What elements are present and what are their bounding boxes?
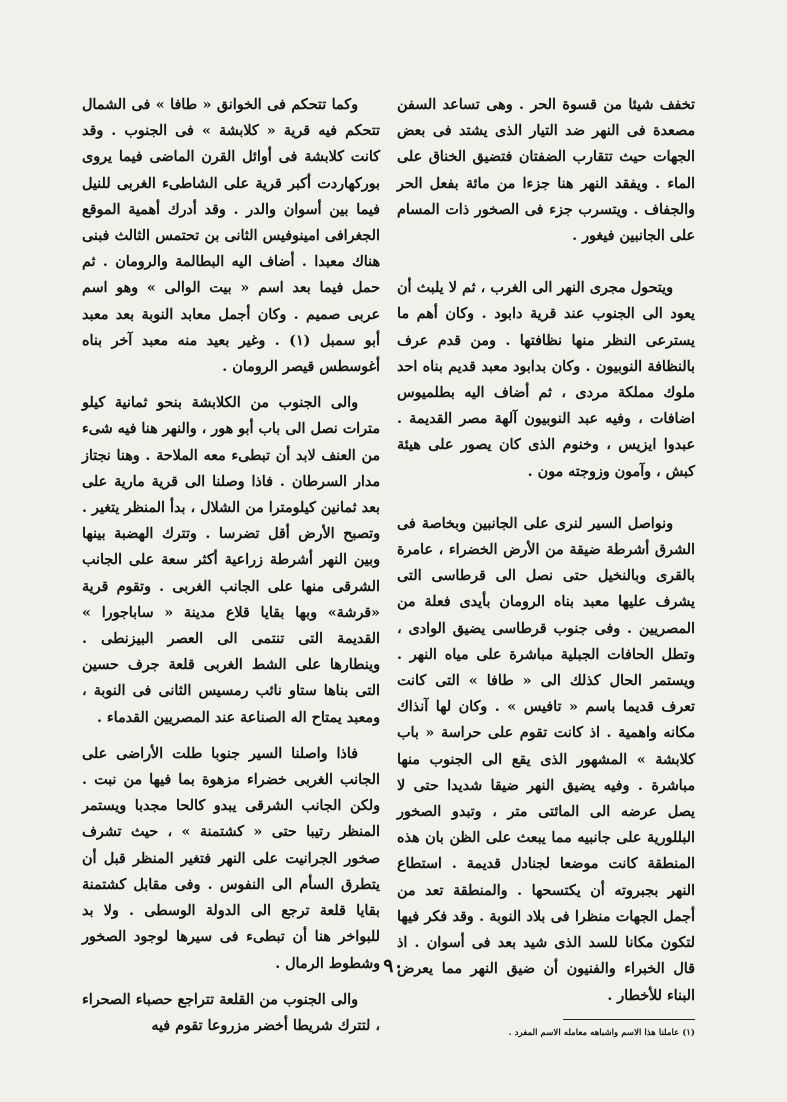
right-paragraph-1: تخفف شيئا من قسوة الحر . وهى تساعد السفن مصعدة فى النهر ضد التيار الذى يشتد فى بعض الجهات حيث تتقارب الضفتان فتضيق الخناق على الماء . ويفقد النهر هنا جزءا من مائة بفعل الحر والجفاف . ويتسرب جزء فى الصخور ذات المسام على الجانبين فيغور . (397, 97, 695, 245)
footnote-divider (563, 1019, 695, 1020)
right-column (397, 92, 695, 1040)
right-paragraph-3: ونواصل السير لنرى على الجانبين وبخاصة فى الشرق أشرطة ضيقة من الأرض الخضراء ، عامرة بالقرى وبالنخيل حتى نصل الى قرطاسى التى يشرف عليها معبد بناه الرومان بأيدى فعلة من المصريين . وفى جنوب قرطاسى يضيق الوادى ، وتطل الحافات الجبلية مباشرة على مياه النهر . ويستمر الحال كذلك الى « طافا » التى كانت تعرف قديما باسم « تافيس » . وكان لها آنذاك مكانه واهمية . اذ كانت تقوم على حراسة « باب كلابشة » المشهور الذى يقع الى الجنوب منها مباشرة . وفيه يضيق النهر ضيقا شديدا حتى لا يصل عرضه الى المائتى متر ، وتبدو الصخور البللورية على جانبيه مما يبعث على الظن بان هذه المنطقة كانت موضعا لجنادل قديمة . استطاع النهر بجبروته أن يكتسحها . والمنطقة تعد من أجمل الجهات منظرا فى بلاد النوبة . وقد فكر فيها لتكون مكانا للسد الذى شيد بعد فى أسوان . اذ قال الخبراء والفنيون أن ضيق النهر مما يعرض البناء للأخطار . (397, 515, 695, 1004)
left-paragraph-2: والى الجنوب من الكلابشة بنحو ثمانية كيلو مترات نصل الى باب أبو هور ، والنهر هنا فيه شىء من العنف لابد أن تبطىء معه الملاحة . وهنا نجتاز مدار السرطان . فاذا وصلنا الى قرية مارية على بعد ثمانين كيلومترا من الشلال ، بدأ المنظر يتغير . وتصبح الأرض أقل تضرسا . وتترك الهضبة بينها وبين النهر أشرطة زراعية أكثر سعة على الجانب الشرقى منها على الجانب الغربى . وتقوم قرية «قرشة» وبها بقايا قلاع مدينة « ساباجورا » القديمة التى تنتمى الى العصر البيزنطى . وينطارها على الشط الغربى قلعة جرف حسين التى بناها ستاو نائب رمسيس الثانى فى النوبة ، ومعبد يمتاح اله الصناعة عند المصريين القدماء . (82, 395, 380, 726)
page-number: ٩٠ (383, 955, 404, 977)
left-column (82, 92, 380, 1049)
left-paragraph-4: والى الجنوب من القلعة تتراجع حصباء الصحراء ، لتترك شريطا أخضر مزروعا تقوم فيه (82, 991, 380, 1034)
footnote: (١) عاملنا هذا الاسم واشباهه معامله الاسم المفرد . (508, 1027, 695, 1038)
left-paragraph-1: وكما تتحكم فى الخوانق « طافا » فى الشمال تتحكم فيه قرية « كلابشة » فى الجنوب . وقد كانت كلابشة فى أوائل القرن الماضى فيما يروى بوركهاردت أكبر قرية على الشاطىء الغربى للنيل فيما بين أسوان والدر . وقد أدرك أهمية الموقع الجغرافى امينوفيس الثانى بن تحتمس الثالث فبنى هناك معبدا . أضاف اليه البطالمة والرومان . ثم حمل فيما بعد اسم « بيت الوالى » وهو اسم عربى صميم . وكان أجمل معابد النوبة بعد معبد أبو سمبل (١) . وغير بعيد منه معبد آخر بناه أغوسطس قيصر الرومان . (82, 97, 380, 376)
left-paragraph-3: فاذا واصلنا السير جنوبا طلت الأراضى على الجانب الغربى خضراء مزهوة بما فيها من نبت . ولكن الجانب الشرقى يبدو كالحا مجدبا ويستمر المنظر رتيبا حتى « كشتمنة » ، حيث تشرف صخور الجرانيت على النهر فتغير المنظر قبل أن يتطرق السأم الى النفوس . وفى مقابل كشتمنة بقايا قلعة ترجع الى الدولة الوسطى . ولا بد للبواخر هنا أن تبطىء فى سيرها لوجود الصخور وشطوط الرمال . (82, 745, 380, 972)
text-columns (82, 92, 695, 1049)
right-paragraph-2: ويتحول مجرى النهر الى الغرب ، ثم لا يلبث أن يعود الى الجنوب عند قرية دابود . وكان أهم ما يسترعى النظر منها نظافتها . ومن قدم عرف بالنظافة النوبيون . وكان بدابود معبد قديم بناه احد ملوك مملكة مردى ، ثم أضاف اليه بطلميوس اضافات ، وفيه عبد النوبيون آلهة مصر القديمة . عبدوا ايزيس ، وخنوم الذى كان يصور على هيئة كبش ، وآمون وزوجته مون . (397, 280, 695, 480)
